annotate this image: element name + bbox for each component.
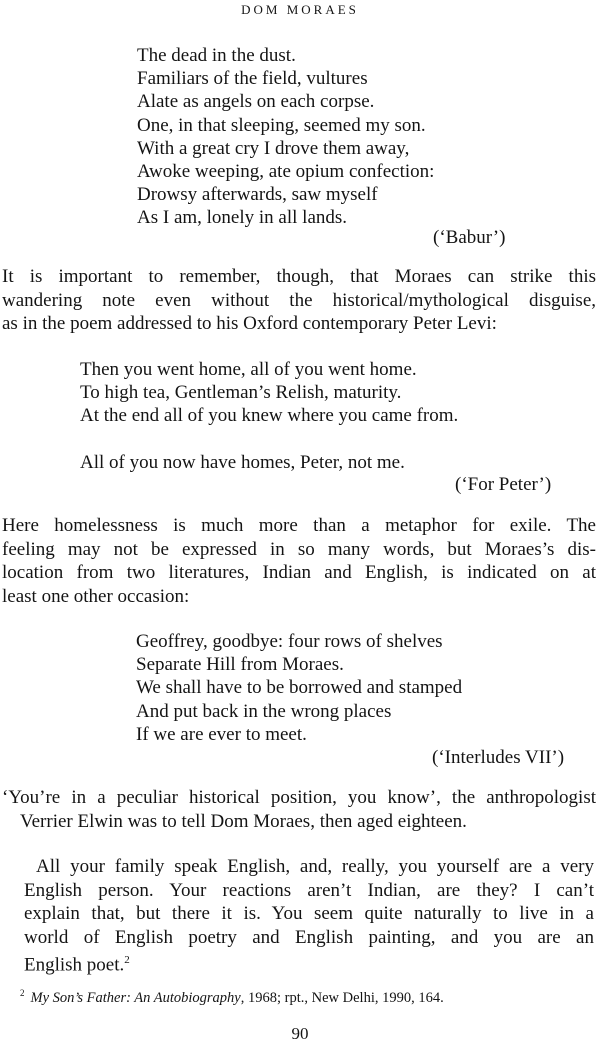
poem-line: We shall have to be borrowed and stamped (136, 677, 463, 699)
poem-line: The dead in the dust. (137, 45, 296, 66)
poem-line: With a great cry I drove them away, (137, 137, 410, 159)
footnote-title: My Son’s Father: An Autobiography (30, 989, 241, 1006)
body-paragraph (2, 786, 596, 833)
poem-line: Separate Hill from Moraes. (136, 654, 344, 676)
poem-line: Awoke weeping, ate opium confection: (137, 161, 435, 183)
paragraph-line: Here homelessness is much more than a metaphor for exile. The (2, 515, 596, 536)
running-head: DOM MORAES (241, 2, 359, 17)
quote-line: explain that, but there it is. You seem quite naturally to live in a (24, 903, 594, 924)
quote-line: All your family speak English, and, really, you yourself are a very (36, 856, 594, 877)
quote-line: English person. Your reactions aren’t Indian, are they? I can’t (24, 879, 594, 901)
poem-line: All of you now have homes, Peter, not me. (80, 451, 405, 473)
body-paragraph (2, 514, 596, 608)
poem-citation: (‘For Peter’) (455, 474, 552, 495)
quote-line: world of English poetry and English painting, and you are an (24, 926, 594, 948)
paragraph-line: Verrier Elwin was to tell Dom Moraes, then aged eighteen. (20, 810, 467, 832)
poem-line: One, in that sleeping, seemed my son. (137, 114, 426, 136)
paragraph-line: wandering note even without the historical/mythological disguise, (2, 289, 596, 311)
poem-for-peter (80, 358, 458, 474)
footnote-text: , 1968; rpt., New Delhi, 1990, 164. (240, 989, 444, 1006)
poem-citation: (‘Babur’) (433, 227, 506, 248)
footnote (20, 988, 444, 1007)
poem-line: Familiars of the field, vultures (137, 68, 368, 90)
poem-line: And put back in the wrong places (136, 700, 392, 722)
paragraph-line: as in the poem addressed to his Oxford contemporary Peter Levi: (2, 313, 497, 334)
poem-line: Geoffrey, goodbye: four rows of shelves (136, 631, 443, 652)
quote-last-line: English poet. (24, 954, 125, 976)
poem-babur (137, 44, 434, 230)
paragraph-line: It is important to remember, though, that Moraes can strike this (2, 266, 596, 287)
quote-line (24, 949, 594, 977)
body-paragraph (2, 265, 596, 336)
footnote-reference: 2 (124, 954, 130, 966)
poem-citation: (‘Interludes VII’) (432, 747, 565, 768)
poem-interludes (136, 630, 462, 746)
poem-line: Then you went home, all of you went home. (80, 359, 417, 380)
page-number: 90 (291, 1024, 309, 1043)
poem-line: To high tea, Gentleman’s Relish, maturity. (80, 382, 402, 404)
poem-line: Drowsy afterwards, saw myself (137, 184, 378, 206)
paragraph-line: location from two literatures, Indian and English, is indicated on at (2, 562, 596, 583)
paragraph-line: least one other occasion: (2, 585, 190, 607)
poem-line: If we are ever to meet. (136, 723, 307, 745)
poem-line: As I am, lonely in all lands. (137, 207, 348, 229)
block-quote (24, 855, 594, 977)
paragraph-line: feeling may not be expressed in so many words, but Moraes’s dis- (2, 538, 596, 560)
paragraph-line: ‘You’re in a peculiar historical position, you know’, the anthropologist (2, 787, 596, 808)
poem-line: Alate as angels on each corpse. (137, 91, 375, 113)
poem-line: At the end all of you knew where you came from. (80, 405, 459, 427)
footnote-mark: 2 (20, 988, 25, 998)
